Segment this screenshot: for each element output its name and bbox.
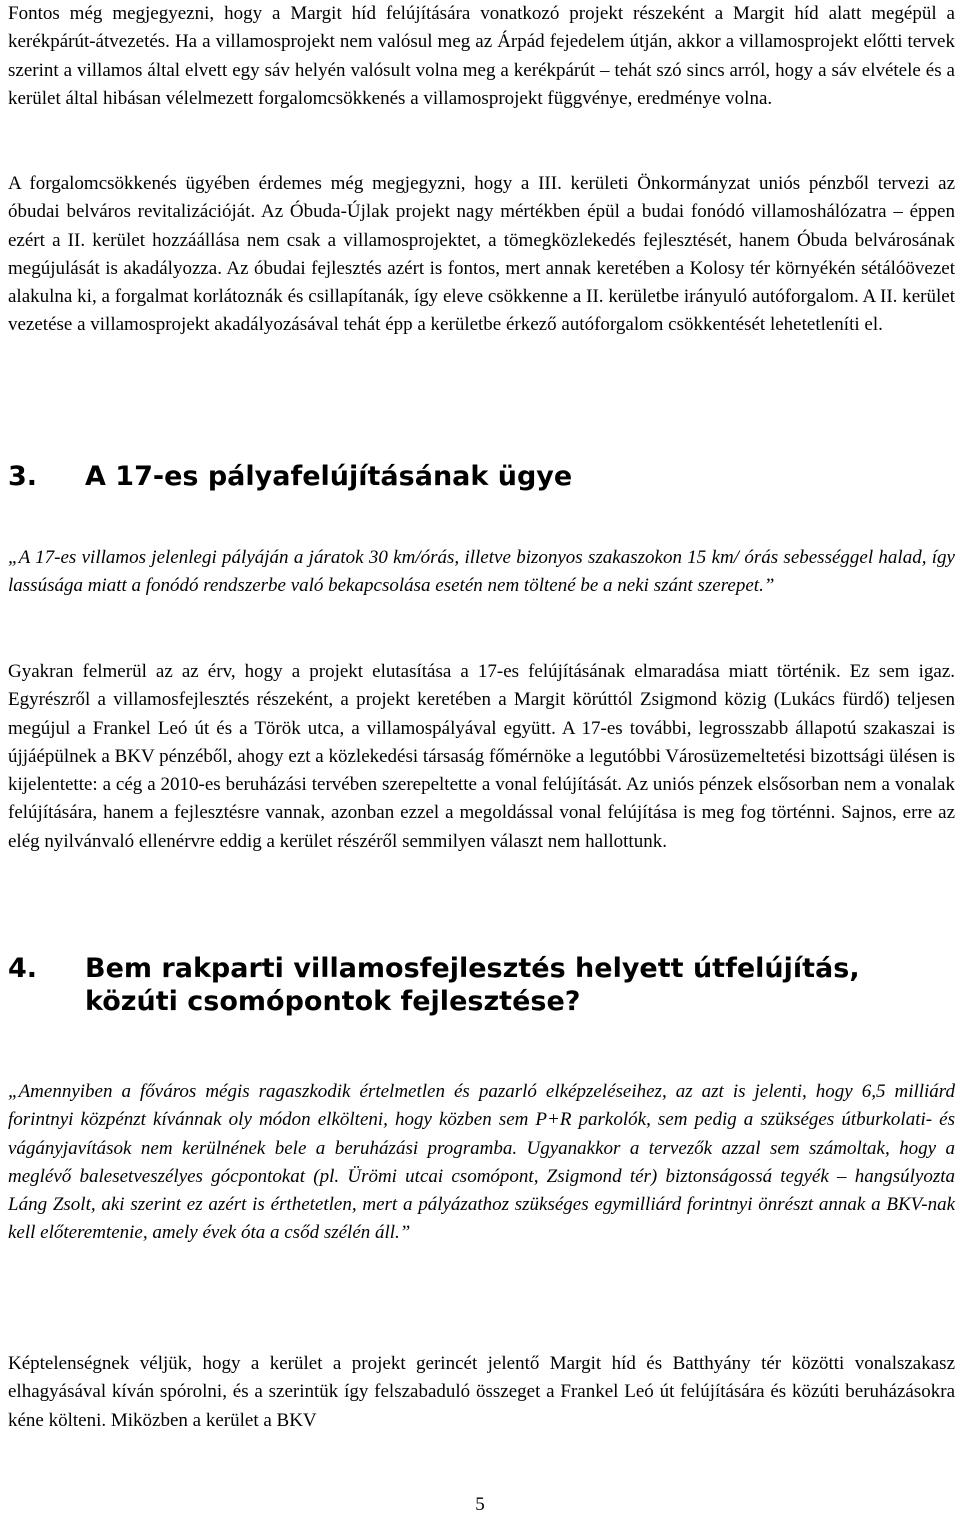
section-number-3: 3. [8, 461, 38, 492]
section-title-4: Bem rakparti villamosfejlesztés helyett útfelújítás, közúti csomópontok fejlesztése? [85, 953, 860, 1017]
section-heading-4 [8, 952, 955, 1018]
section-title-3: A 17-es pályafelújításának ügye [85, 461, 573, 492]
paragraph-funding-argument: Képtelenségnek véljük, hogy a kerület a projekt gerincét jelentő Margit híd és Batthyány tér közötti vonalszakasz elhagyásával kíván spórolni, és a szerintük így felszabaduló összeget a Frankel Leó út felújítására és közúti beruházásokra kéne költeni. Miközben a kerület a BKV [8, 1353, 955, 1431]
page-number: 5 [475, 1494, 485, 1515]
section-heading-3 [8, 460, 955, 493]
quote-lang-zsolt: „Amennyiben a főváros mégis ragaszkodik értelmetlen és pazarló elképzeléseihez, az azt is jelenti, hogy 6,5 milliárd forintnyi közpénzt kívánnak oly módon elkölteni, hogy közben sem P+R parkolók, sem pedig a szükséges útburkolati- és vágányjavítások nem kerülnének bele a beruházási programba. Ugyanakkor a tervezők azzal sem számoltak, hogy a meglévő balesetveszélyes gócpontokat (pl. Ürömi utcai csomópont, Zsigmond tér) biztonságossá tegyék – hangsúlyozta Láng Zsolt, aki szerint ez azért is érthetetlen, mert a pályázathoz szükséges egymilliárd forintnyi önrészt annak a BKV-nak kell előteremtenie, amely évek óta a csőd szélén áll.” [8, 1081, 955, 1244]
paragraph-tram-17-renovation: Gyakran felmerül az az érv, hogy a projekt elutasítása a 17-es felújításának elmaradása miatt történik. Ez sem igaz. Egyrészről a villamosfejlesztés részeként, a projekt keretében a Margit körúttól Zsigmond közig (Lukács fürdő) teljesen megújul a Frankel Leó út és a Török utca, a villamospályával együtt. A 17-es további, legrosszabb állapotú szakaszai is újjáépülnek a BKV pénzéből, ahogy ezt a közlekedési társaság főmérnöke a legutóbbi Városüzemeltetési bizottsági ülésen is kijelentette: a cég a 2010-es beruházási tervében szerepeltette a vonal felújítását. Az uniós pénzek elsősorban nem a vonalak felújítására, hanem a fejlesztésre vannak, azonban ezzel a megoldással vonal felújítása is meg fog történni. Sajnos, erre az elég nyilvánvaló ellenérvre eddig a kerület részéről semmilyen választ nem hallottunk. [8, 661, 955, 852]
quote-tram-17-speed: „A 17-es villamos jelenlegi pályáján a járatok 30 km/órás, illetve bizonyos szakaszokon 15 km/ órás sebességgel halad, így lassúsága miatt a fonódó rendszerbe való bekapcsolása esetén nem töltené be a neki szánt szerepet.” [8, 547, 955, 597]
paragraph-traffic-reduction: A forgalomcsökkenés ügyében érdemes még megjegyzni, hogy a III. kerületi Önkormányzat uniós pénzből tervezi az óbudai belváros revitalizációját. Az Óbuda-Újlak projekt nagy mértékben épül a budai fonódó villamoshálózatra – éppen ezért a II. kerület hozzáállása nem csak a villamosprojektet, a tömegközlekedés fejlesztését, hanem Óbuda belvárosának megújulását is akadályozza. Az óbudai fejlesztés azért is fontos, mert annak keretében a Kolosy tér környékén sétálóövezet alakulna ki, a forgalmat korlátoznák és csillapítanák, így eleve csökkenne a II. kerületbe irányuló autóforgalom. A II. kerület vezetése a villamosprojekt akadályozásával tehát épp a kerületbe érkező autóforgalom csökkentését lehetetleníti el. [8, 173, 955, 336]
paragraph-margit-bridge: Fontos még megjegyezni, hogy a Margit híd felújítására vonatkozó projekt részeként a Margit híd alatt megépül a kerékpárút-átvezetés. Ha a villamosprojekt nem valósul meg az Árpád fejedelem útján, akkor a villamosprojekt előtti tervek szerint a villamos által elvett egy sáv helyén valósult volna meg a kerékpárút – tehát szó sincs arról, hogy a sáv elvétele és a kerület által hibásan vélelmezett forgalomcsökkenés a villamosprojekt függvénye, eredménye volna. [8, 3, 955, 109]
section-number-4: 4. [8, 953, 38, 984]
